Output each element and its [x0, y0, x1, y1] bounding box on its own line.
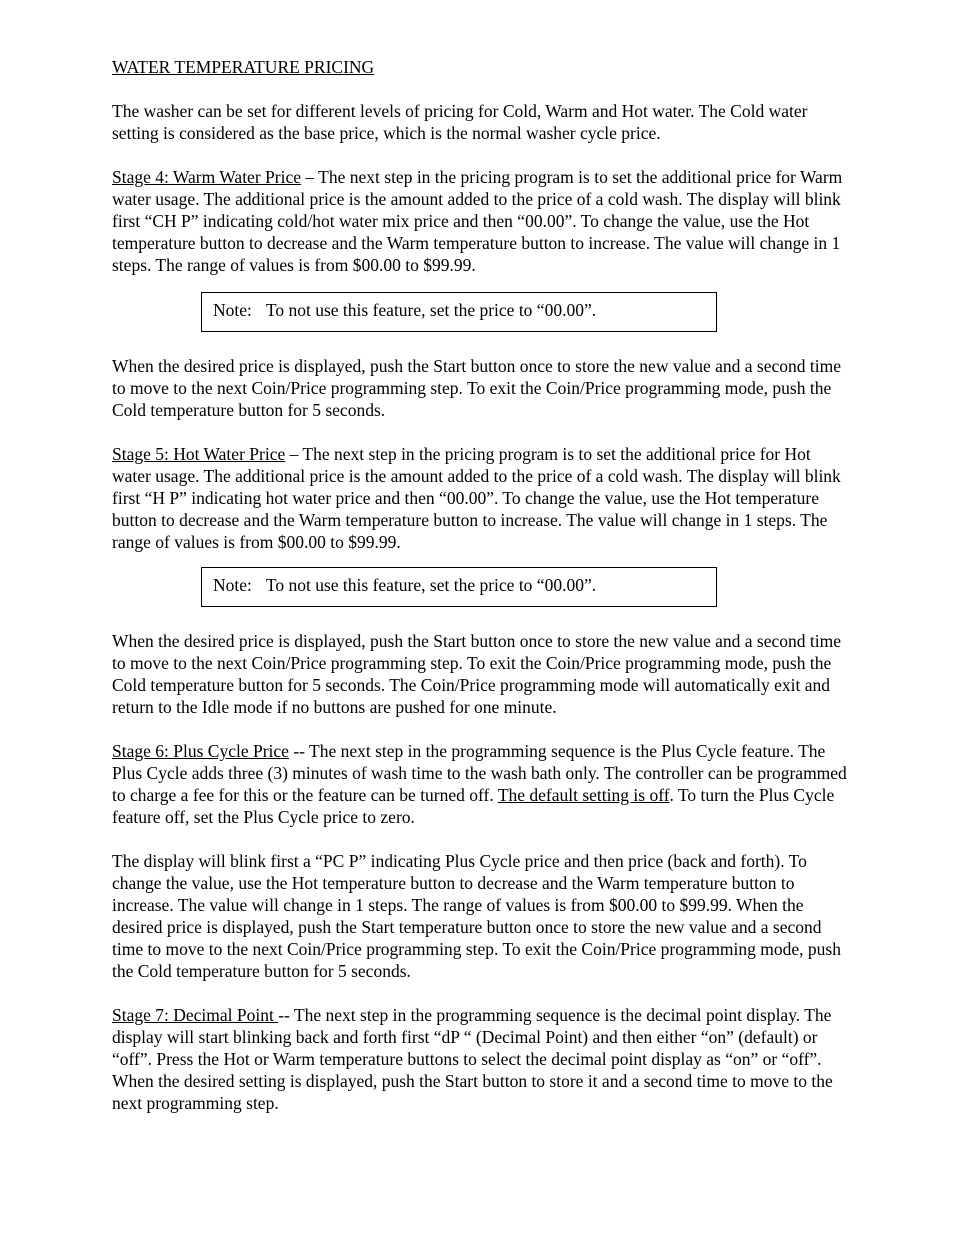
- intro-paragraph: The washer can be set for different levels of pricing for Cold, Warm and Hot water. The Cold water setting is considered as the base price, which is the normal washer cycle price.: [112, 101, 808, 143]
- note-2-text: To not use this feature, set the price to “00.00”.: [265, 575, 597, 595]
- stage-5-heading: Stage 5: Hot Water Price: [112, 444, 286, 464]
- note-box-1: [201, 292, 717, 332]
- stage-5-paragraph: [112, 443, 847, 553]
- stage-4-body: – The next step in the pricing program is to set the additional price for Warm water usage. The additional price is the amount added to the price of a cold wash. The display will blink first “CH P” indicating cold/hot water mix price and then “00.00”. To change the value, use the Hot temperature button to decrease and the Warm temperature button to increase. The value will change in 1 steps. The range of values is from $00.00 to $99.99.: [112, 167, 843, 275]
- note-1-label: Note:: [213, 300, 252, 320]
- stage-6-body: -- The next step in the programming sequence is the Plus Cycle feature. The Plus Cycle adds three (3) minutes of wash time to the wash bath only. The controller can be programmed to charge a fee for this or the feature can be turned off.: [112, 741, 847, 805]
- stage-6-tail: . To turn the Plus Cycle feature off, set the Plus Cycle price to zero.: [112, 785, 835, 827]
- after-stage-5-paragraph: When the desired price is displayed, push the Start button once to store the new value and a second time to move to the next Coin/Price programming step. To exit the Coin/Price programming mode, push the Cold temperature button for 5 seconds. The Coin/Price programming mode will automatically exit and return to the Idle mode if no buttons are pushed for one minute.: [112, 631, 841, 717]
- stage-6-heading: Stage 6: Plus Cycle Price: [112, 741, 289, 761]
- stage-7-paragraph: [112, 1004, 847, 1114]
- stage-4-heading: Stage 4: Warm Water Price: [112, 167, 301, 187]
- document-page: [112, 56, 847, 1136]
- note-2-label: Note:: [213, 575, 252, 595]
- stage-6-paragraph: [112, 740, 847, 828]
- note-1-text: To not use this feature, set the price to “00.00”.: [265, 300, 597, 320]
- stage-7-heading: Stage 7: Decimal Point: [112, 1005, 279, 1025]
- stage-4-paragraph: [112, 166, 847, 276]
- stage-6-default-note: The default setting is off: [497, 785, 670, 805]
- after-stage-4-paragraph: When the desired price is displayed, push the Start button once to store the new value and a second time to move to the next Coin/Price programming step. To exit the Coin/Price programming mode, push the Cold temperature button for 5 seconds.: [112, 356, 841, 420]
- note-box-2: [201, 567, 717, 607]
- section-title: WATER TEMPERATURE PRICING: [112, 57, 375, 77]
- stage-5-body: – The next step in the pricing program is to set the additional price for Hot water usage. The additional price is the amount added to the price of a cold wash. The display will blink first “H P” indicating hot water price and then “00.00”. To change the value, use the Hot temperature button to decrease and the Warm temperature button to increase. The value will change in 1 steps. The range of values is from $00.00 to $99.99.: [112, 444, 841, 552]
- plus-cycle-detail-paragraph: The display will blink first a “PC P” indicating Plus Cycle price and then price (back and forth). To change the value, use the Hot temperature button to decrease and the Warm temperature button to increase. The value will change in 1 steps. The range of values is from $00.00 to $99.99. When the desired price is displayed, push the Start temperature button once to store the new value and a second time to move to the next Coin/Price programming step. To exit the Coin/Price programming mode, push the Cold temperature button for 5 seconds.: [112, 851, 841, 981]
- stage-7-body: -- The next step in the programming sequence is the decimal point display. The display will start blinking back and forth first “dP “ (Decimal Point) and then either “on” (default) or “off”. Press the Hot or Warm temperature buttons to select the decimal point display as “on” or “off”. When the desired setting is displayed, push the Start button to store it and a second time to move to the next programming step.: [112, 1005, 833, 1113]
